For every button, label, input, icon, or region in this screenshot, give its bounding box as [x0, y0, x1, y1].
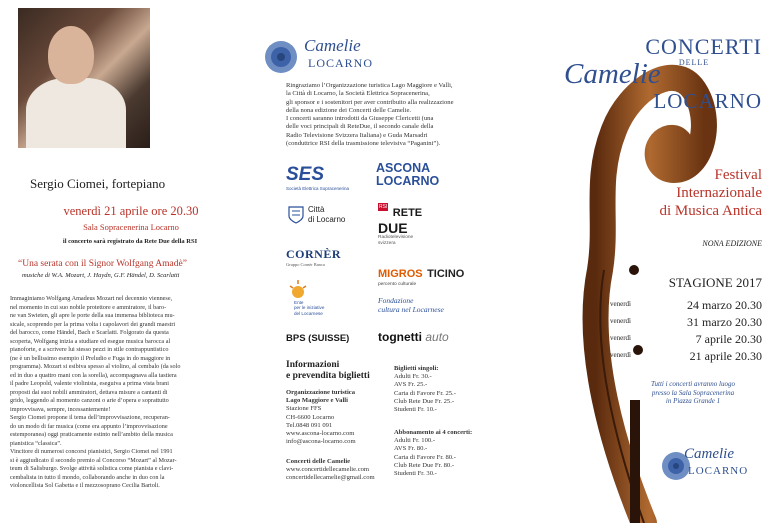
info-website-link[interactable]: www.ascona-locarno.com	[286, 430, 355, 438]
price-line: Carta di Favore Fr. 80.-	[394, 453, 456, 461]
corner-text: CORNÈR	[286, 247, 342, 261]
ascona-text: ASCONA	[376, 161, 431, 175]
date-day: venerdì	[610, 351, 631, 359]
bio-text	[10, 295, 252, 491]
fondazione-sub: cultura nel Locarnese	[378, 305, 444, 314]
season-label: STAGIONE 2017	[668, 275, 762, 290]
ente-logo	[294, 300, 324, 316]
title-camelie: Camelie	[564, 58, 661, 90]
rsi-rete-due-logo	[378, 203, 422, 246]
date-day: venerdì	[610, 334, 631, 342]
bio-line: programma). Mozart si esibiva spesso al violino, al cembalo (da solo	[10, 363, 181, 370]
auto-text: auto	[425, 330, 449, 344]
performer-name: Sergio Ciomei	[30, 176, 106, 191]
concerti-title: Concerti delle Camelie	[286, 458, 351, 465]
ente-text-2: per le iniziative	[294, 305, 325, 311]
date-value: 24 marzo 20.30	[687, 298, 762, 312]
fondazione-logo	[378, 296, 444, 314]
citta-text: Città	[308, 205, 325, 214]
tognetti-logo	[378, 330, 449, 344]
concert-venue: Sala Sopracenerina Locarno	[83, 222, 179, 232]
bio-line: improvvisava, sempre, incessantemente!	[10, 405, 111, 413]
price-line: Club Rete Due Fr. 25.-	[394, 397, 455, 405]
middle-panel	[258, 0, 514, 523]
thanks-line: Ringraziamo l’Organizzazione turistica Lago Maggiore e Valli,	[286, 82, 453, 89]
ascona-locarno-logo	[376, 162, 446, 188]
rsi-sub1: Radiotelevisione	[378, 235, 414, 240]
subscription-tickets	[394, 429, 472, 478]
ente-text-3: del Locarnese	[294, 310, 323, 316]
bio-line: estemporanea) oggi praticamente estinto nell’ambito della musica	[10, 431, 173, 438]
corner-logo	[286, 247, 341, 267]
rsi-sub2: svizzera	[378, 240, 396, 246]
bio-line: violoncellista Sol Gabetta e il mezzosoprano Cecilia Bartoli.	[10, 482, 160, 489]
performer-heading	[30, 176, 165, 192]
title-delle: DELLE	[678, 58, 710, 67]
info-address	[286, 389, 356, 446]
thanks-line: gli sponsor e i sostenitori per aver contribuito alla realizzazione	[286, 98, 454, 106]
locarno-text: LOCARNO	[376, 174, 440, 188]
price-line: Carta di Favore Fr. 25.-	[394, 389, 456, 397]
bio-line: si è aggiudicato il secondo premio al Concorso “Mozart” al Mozar-	[10, 456, 177, 464]
info-line: Stazione FFS	[286, 405, 322, 413]
dates-list	[610, 296, 762, 364]
date-row	[610, 347, 762, 364]
bps-logo: BPS (SUISSE)	[286, 333, 350, 344]
info-email-link[interactable]: info@ascona-locarno.com	[286, 438, 356, 446]
info-title-line-2: e prevendita biglietti	[286, 371, 370, 381]
date-day: venerdì	[610, 317, 631, 325]
concerti-website-link[interactable]: www.concertidellecamelie.com	[286, 466, 370, 474]
title-locarno: LOCARNO	[653, 89, 762, 113]
festival-line-2: Internazionale	[676, 185, 762, 201]
price-line: Studenti Fr. 10.-	[394, 406, 437, 414]
venue-note-line: presso la Sala Sopracenerina	[651, 388, 735, 397]
bio-line: cembalista in tutto il mondo, collaborando anche in duo con la	[10, 473, 165, 481]
bio-line: scoperta, Wolfgang inizia a studiare ed esegue musica barocca al	[10, 337, 171, 345]
logo-word: LOCARNO	[308, 56, 374, 70]
thanks-line: I concerti saranno introdotti da Giuseppe Clericetti (una	[286, 115, 434, 123]
date-day: venerdì	[610, 300, 631, 308]
ses-logo	[286, 164, 350, 191]
tognetti-text: tognetti	[378, 330, 422, 344]
ente-text: Ente	[294, 300, 304, 305]
performer-role: , fortepiano	[105, 176, 166, 191]
bio-line: il padre Leopold, valente violinista, eseguiva a prima vista brani	[10, 380, 169, 387]
ticino-text: TICINO	[427, 268, 465, 280]
di-locarno-text: di Locarno	[308, 215, 346, 224]
thanks-line: della nona edizione dei Concerti delle Camelie.	[286, 106, 412, 114]
due-text: DUE	[378, 220, 408, 236]
bio-line: ed in duo a quattro mani con la sorella), accompagnava alla tastiera	[10, 371, 177, 379]
info-title-line-1: Informazioni	[286, 360, 340, 370]
concert-date: venerdì 21 aprile ore 20.30	[63, 204, 199, 218]
thanks-line: la Città di Locarno, la Società Elettrica Sopracenerina,	[286, 90, 430, 98]
camelie-flower-logo-icon	[258, 34, 304, 80]
program-title: “Una serata con il Signor Wolfgang Amadè”	[18, 259, 187, 269]
date-row	[610, 313, 762, 330]
bio-line: Immaginiamo Wolfgang Amadeus Mozart nel decennio viennese,	[10, 295, 173, 302]
subs-title: Abbonamento ai 4 concerti:	[394, 429, 473, 436]
price-line: AVS Fr. 80.-	[394, 445, 428, 453]
bio-line: teum di Salisburgo. Svolge attività solistica come pianista e clavi-	[10, 465, 174, 472]
info-org-1: Organizzazione turistica	[286, 389, 356, 396]
program-music: musiche di W.A. Mozart, J. Haydn, G.F. Händel, D. Scarlatti	[22, 272, 180, 279]
bio-line: pianistica “classica”.	[10, 439, 62, 447]
thanks-line: Radio Televisione Svizzera Italiana) e Guda Marsadri	[286, 131, 428, 139]
thanks-line: delle voci principali di ReteDue, il secondo canale della	[286, 123, 434, 131]
bio-line: proposti dai suoi nobili ammiratori, dettava misure a cantanti di	[10, 388, 168, 396]
left-panel	[0, 0, 258, 523]
title-concerti: CONCERTI	[645, 34, 762, 59]
bio-line: Sergio Ciomei propone il tema dell’improvvisazione, recuperan-	[10, 414, 170, 421]
citta-crest-icon	[288, 206, 304, 224]
concerti-email-link[interactable]: concertidellecamelie@gmail.com	[286, 474, 375, 482]
date-row	[610, 296, 762, 313]
price-line: Studenti Fr. 30.-	[394, 470, 437, 478]
date-row	[610, 330, 762, 347]
venue-note-line: Tutti i concerti avranno luogo	[651, 380, 735, 388]
single-title: Biglietti singoli:	[394, 365, 439, 372]
festival-line-1: Festival	[714, 167, 762, 183]
bio-line: pianoforte, e a scrivere lui stesso pezzi in stile contrappuntistico	[10, 346, 169, 353]
logo-script: Camelie	[304, 36, 361, 55]
bio-line: del barocco, come Händel, Bach e Scarlatti. Folgorato da questa	[10, 329, 169, 336]
thanks-line: (conduttrice RSI della trasmissione televisiva “Paganini”).	[286, 140, 441, 148]
date-value: 21 aprile 20.30	[689, 349, 762, 363]
venue-note	[624, 380, 762, 406]
migros-sub: percento culturale	[378, 282, 417, 287]
date-value: 7 aprile 20.30	[695, 332, 762, 346]
rsi-badge: RSI	[379, 204, 388, 210]
venue-note-line: in Piazza Grande 1	[665, 397, 721, 406]
thanks-text	[286, 82, 506, 148]
edition-label: NONA EDIZIONE	[702, 239, 762, 248]
date-value: 31 marzo 20.30	[687, 315, 762, 329]
price-line: Adulti Fr. 30.-	[394, 373, 432, 381]
citta-logo	[308, 205, 345, 225]
ente-sun-icon	[288, 280, 308, 300]
concerti-contacts	[286, 458, 375, 483]
price-line: Club Rete Due Fr. 80.-	[394, 461, 455, 469]
performer-photo	[18, 8, 150, 148]
info-org-2: Lago Maggiore e Valli	[286, 397, 348, 405]
ses-mark: SES	[286, 164, 325, 185]
price-line: Adulti Fr. 100.-	[394, 437, 436, 445]
migros-text: MIGROS	[378, 268, 423, 280]
fondazione-text: Fondazione	[378, 296, 414, 305]
info-title	[286, 360, 370, 382]
ses-sub: Società Elettrica Sopracenerina	[286, 186, 350, 191]
bio-line: grido, leggendo al momento canzoni o arie d’opera e soprattutto	[10, 397, 169, 404]
info-line: CH-6600 Locarno	[286, 413, 335, 421]
bio-line: ne van Swieten, gli apre le porte della sua immensa biblioteca mu-	[10, 312, 175, 319]
price-line: AVS Fr. 25.-	[394, 381, 428, 389]
right-panel	[514, 0, 768, 523]
single-tickets	[394, 365, 456, 414]
bio-line: sicale, scoprendo per la prima volta i capolavori dei grandi maestri	[10, 320, 176, 328]
corner-sub: Gruppo Cornèr Banca	[286, 262, 325, 267]
bio-line: Vincitore di numerosi concorsi pianistici, Sergio Ciomei nel 1991	[10, 448, 173, 455]
bottom-logo-word: LOCARNO	[688, 465, 749, 477]
migros-logo	[378, 264, 464, 287]
bio-line: (ne è un bellissimo esempio il Preludio e Fuga in do maggiore in	[10, 354, 171, 362]
rete-text: RETE	[392, 207, 423, 219]
festival-title	[574, 166, 762, 220]
bio-line: do un modo di far musica (come era appunto l’improvvisazione	[10, 422, 168, 430]
festival-line-3: di Musica Antica	[659, 203, 762, 219]
info-line: Tel.0848 091 091	[286, 421, 333, 429]
recording-note: il concerto sarà registrato da Rete Due della RSI	[62, 238, 198, 245]
bio-line: nel momento in cui suo nobile protettore e ammiratore, il baro-	[10, 303, 167, 311]
bottom-logo-script: Camelie	[684, 446, 734, 462]
